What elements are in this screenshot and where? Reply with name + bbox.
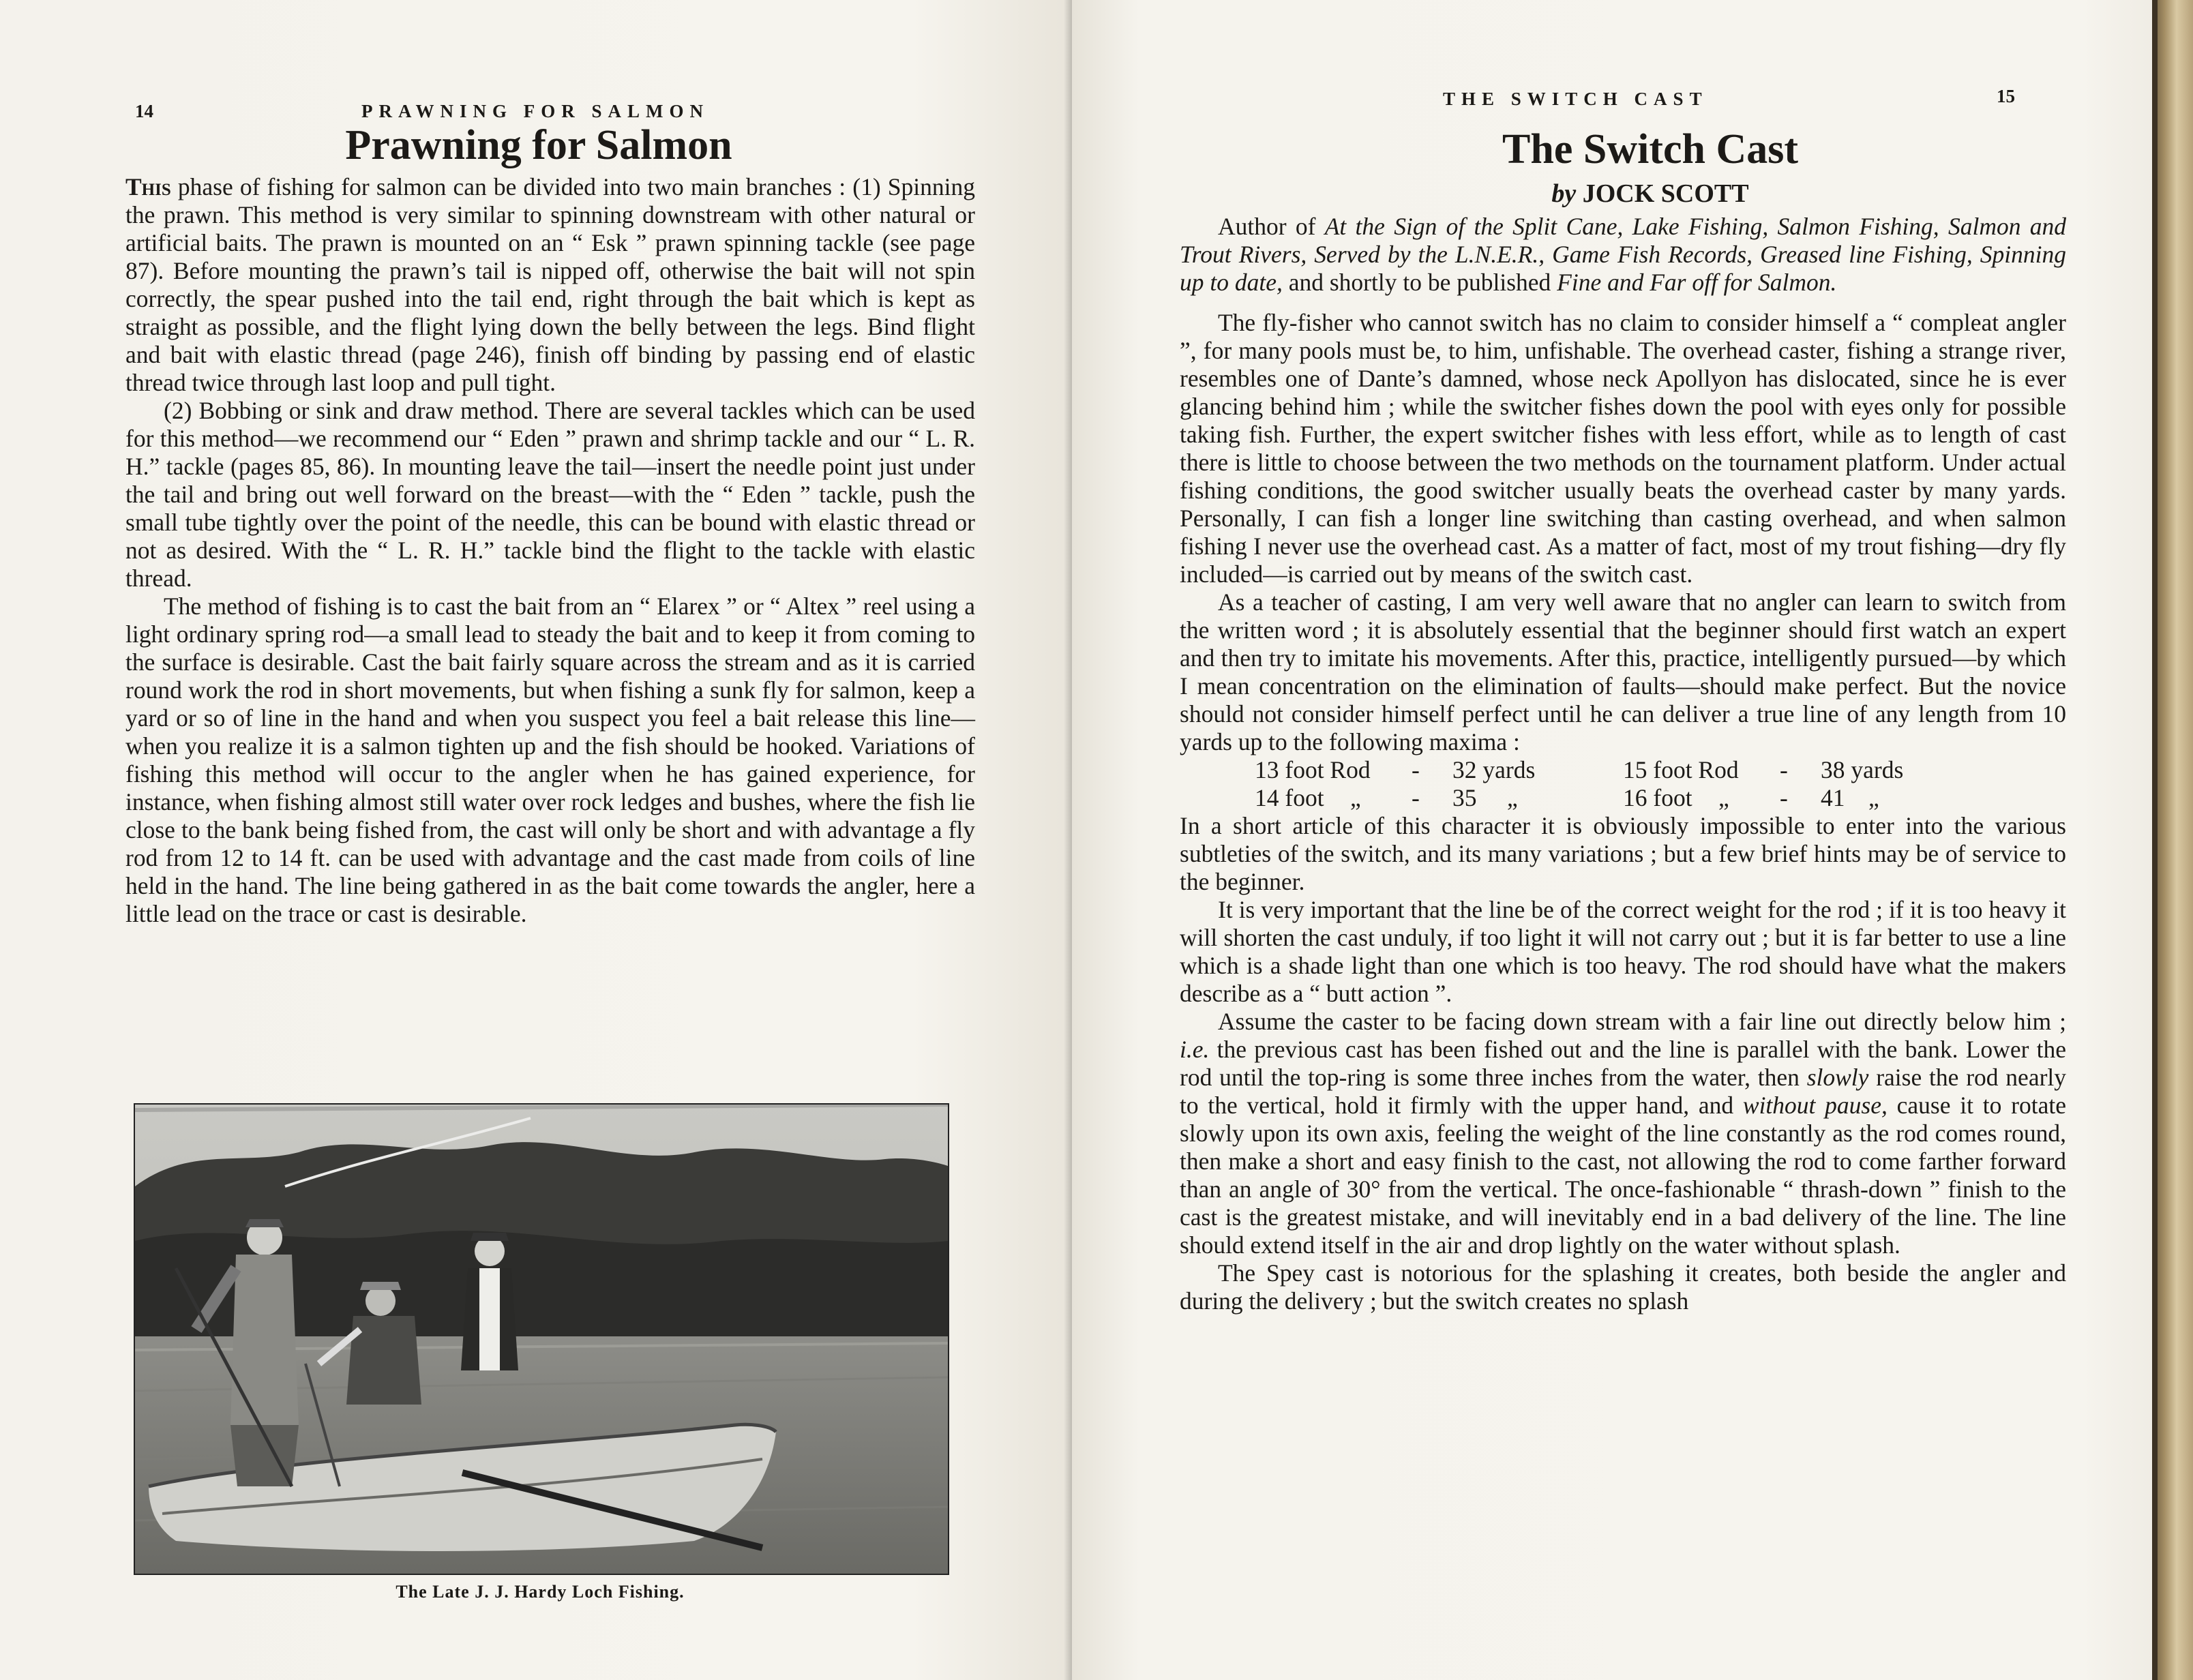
right-paragraph-5: Assume the caster to be facing down stream with a fair line out directly below him ; i.e. the previous cast has been fished out and the line is parallel with the bank. Lower the rod until the top-ring is some three inches from the water, then slowly raise the rod nearly to the vertical, hold it firmly with the upper hand, and without pause, cause it to rotate slowly upon its own axis, feeling the weight of the line constantly as the rod comes round, then make a short and easy finish to the cast, not allowing the rod to come farther forward than an angle of 30° from the vertical. The once-fashionable “ thrash-down ” finish to the cast is the greatest mistake, and will inevitably end in a bad delivery of the line. The line should extend itself in the air and drop lightly on the water without splash.: [1180, 1008, 2067, 1259]
left-page: [0, 0, 1072, 1680]
forthcoming-book: Fine and Far off for Salmon.: [1557, 269, 1837, 296]
left-page-number: 14: [135, 101, 153, 121]
left-paragraph-2: (2) Bobbing or sink and draw method. There are several tackles which can be used for this method—we recommend our “ Eden ” prawn and shrimp tackle and our “ L. R. H.” tackle (pages 85, 86). In mounting leave the tail—insert the needle point just under the tail and bring out well forward on the breast—with the “ Eden ” tackle, push the small tube tightly over the point of the needle, this can be bound with elastic thread or not as desired. With the “ L. R. H.” tackle bind the flight to the tackle with elastic thread.: [125, 397, 975, 592]
author-name: JOCK SCOTT: [1582, 179, 1749, 208]
author-book-list: At the Sign of the Split Cane, Lake Fishing, Salmon Fishing, Salmon and Trout Rivers, Served by the L.N.E.R., Game Fish Records, Greased line Fishing, Spinning up to date,: [1180, 213, 2066, 296]
left-running-head: PRAWNING FOR SALMON: [361, 101, 710, 121]
right-page: [1072, 0, 2193, 1680]
left-page-title: Prawning for Salmon: [345, 122, 732, 168]
left-body-text: [125, 173, 975, 928]
right-body-text: [1180, 213, 2066, 1315]
loch-fishing-photo: [134, 1103, 949, 1575]
right-paragraph-4: It is very important that the line be of the correct weight for the rod ; if it is too heavy it will shorten the cast unduly, if too light it will not carry out ; but it is far better to use a line which is a shade light than one which is too heavy. The rod should have what the makers describe as a “ butt action ”.: [1180, 896, 2066, 1007]
maxima-row-1: 13 foot Rod - 32 yards 15 foot Rod - 38 yards: [1255, 756, 1904, 783]
drop-lead-word: This: [125, 173, 171, 200]
right-paragraph-3: In a short article of this character it is obviously impossible to enter into the various subtleties of the switch, and its many variations ; but a few brief hints may be of service to the beginner.: [1180, 812, 2066, 895]
right-paragraph-6: The Spey cast is notorious for the splashing it creates, both beside the angler and during the delivery ; but the switch creates no splash: [1180, 1259, 2066, 1315]
photo-caption: The Late J. J. Hardy Loch Fishing.: [396, 1582, 685, 1602]
right-page-number: 15: [1997, 86, 2015, 106]
photo-illustration: [135, 1105, 948, 1574]
right-paragraph-2: As a teacher of casting, I am very well aware that no angler can learn to switch from the written word ; it is absolutely essential that the beginner should first watch an expert and then try to imitate his movements. After this, practice, intelligently pursued—by which I mean concentration on the elimination of faults—should make perfect. But the novice should not consider himself perfect until he can deliver a true line of any length from 10 yards up to the following maxima :: [1180, 588, 2066, 755]
byline-by: by: [1551, 179, 1577, 208]
byline: [1173, 179, 2128, 209]
left-paragraph-1: This phase of fishing for salmon can be divided into two main branches : (1) Spinning the prawn. This method is very similar to spinning downstream with other natural or artificial baits. The prawn is mounted on an “ Esk ” prawn spinning tackle (see page 87). Before mounting the prawn’s tail is nipped off, otherwise the bait will not spin correctly, the spear pushed into the tail end, right through the bait which is kept as straight as possible, and the flight lying down the belly between the legs. Bind flight and bait with elastic thread (page 246), finish off binding by passing end of elastic thread twice through last loop and pull tight.: [125, 173, 975, 396]
maxima-row-2: 14 foot „ - 35 „ 16 foot „ - 41 „: [1255, 784, 1879, 811]
right-paragraph-1: The fly-fisher who cannot switch has no claim to consider himself a “ compleat angler ”, for many pools must be, to him, unfishable. The overhead caster, fishing a strange river, resembles one of Dante’s damned, whose neck Apollyon has dislocated, since he is ever glancing behind him ; while the switcher fishes down the pool with eyes only for possible taking fish. Further, the expert switcher fishes with less effort, while as to length of cast there is little to choose between the two methods on the tournament platform. Under actual fishing conditions, the good switcher usually beats the overhead caster by many yards. Personally, I can fish a longer line switching than casting overhead, and when salmon fishing I never use the overhead cast. As a matter of fact, most of my trout fishing—dry fly included—is carried out by means of the switch cast.: [1180, 309, 2066, 588]
author-intro: Author of At the Sign of the Split Cane, Lake Fishing, Salmon Fishing, Salmon and Trout Rivers, Served by the L.N.E.R., Game Fish Records, Greased line Fishing, Spinning up to date, and shortly to be published Fine and Far off for Salmon.: [1180, 213, 2066, 296]
left-paragraph-3: The method of fishing is to cast the bait from an “ Elarex ” or “ Altex ” reel using a light ordinary spring rod—a small lead to steady the bait and to keep it from coming to the surface is desirable. Cast the bait fairly square across the stream and as it is carried round work the rod in short movements, but when fishing a sunk fly for salmon, keep a yard or so of line in the hand and when you suspect you feel a bait release this line—when you realize it is a salmon tighten up and the fish should be hooked. Variations of fishing this method will occur to the angler when he has gained experience, for instance, when fishing almost still water over rock ledges and bushes, where the fish lie close to the bank being fished from, the cast will only be short and with advantage a fly rod from 12 to 14 ft. can be used with advantage and the cast made from coils of line held in the hand. The line being gathered in as the bait come towards the angler, here a little lead on the trace or cast is desirable.: [125, 592, 975, 927]
rod-maxima-table: [1180, 756, 2066, 812]
right-running-head: THE SWITCH CAST: [1443, 89, 1708, 109]
right-page-title: The Switch Cast: [1502, 126, 1799, 172]
book-cover-edge: [2152, 0, 2193, 1680]
